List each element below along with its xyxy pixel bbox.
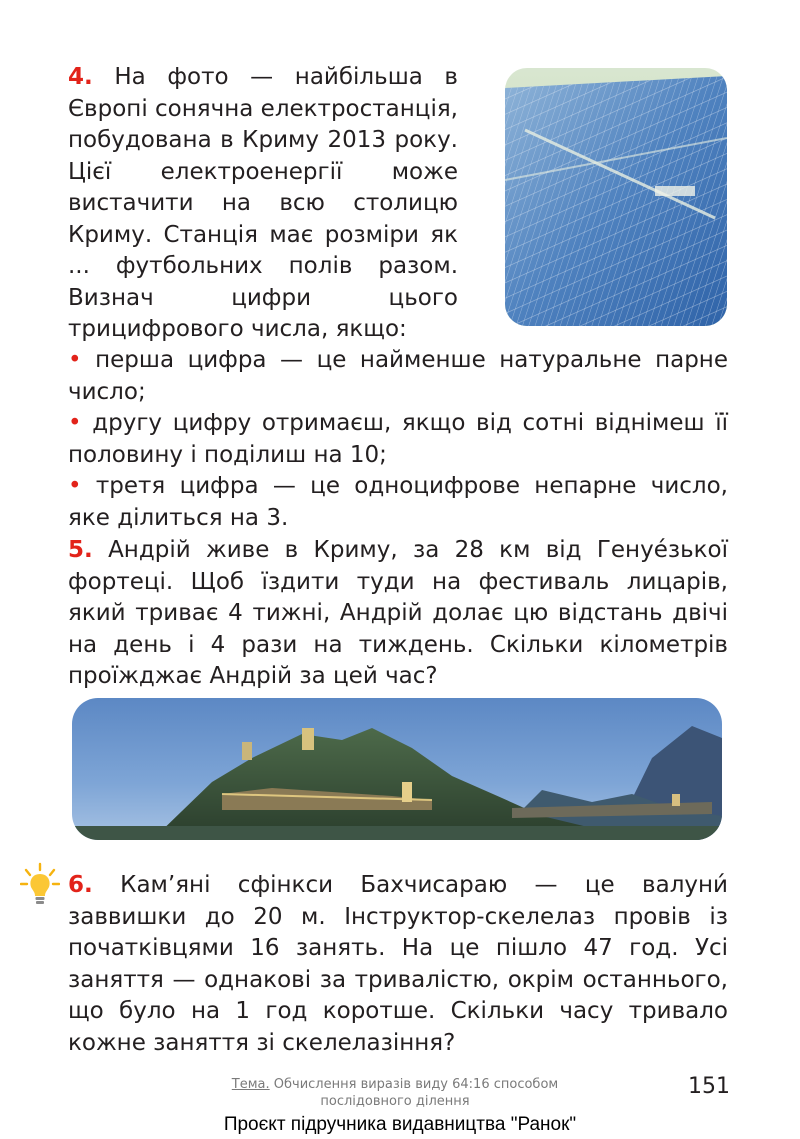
task-4-number: 4. (68, 64, 93, 90)
bullet-icon: • (68, 347, 82, 373)
bullet-icon: • (68, 410, 82, 436)
lightbulb-icon (20, 862, 60, 908)
bullet-icon: • (68, 473, 82, 499)
page-number: 151 (688, 1074, 730, 1099)
list-item: • третя цифра — це одноцифрове непарне число, яке ділиться на 3. (68, 473, 728, 531)
topic-label: Тема. (231, 1077, 270, 1092)
genoese-fortress-photo (72, 698, 722, 840)
topic-caption (190, 1076, 600, 1110)
task-5-text (68, 535, 728, 693)
task-4-text (68, 62, 458, 346)
project-caption: Проєкт підручника видавництва "Ранок" (223, 1114, 577, 1135)
task-4-conditions (68, 345, 728, 534)
solar-power-station-photo (505, 68, 727, 326)
task-4-body: На фото — найбільша в Європі сонячна електростанція, побудована в Криму 2013 року. Цієї електроенергії може вистачити на всю столицю Криму. Станція має розміри як ... футбольних полів разом. Визнач цифри цього трицифрового числа, якщо: (68, 64, 458, 342)
task-6-text (68, 870, 728, 1059)
task-6-number: 6. (68, 872, 93, 898)
topic-text: Обчислення виразів виду 64:16 способом послідовного ділення (273, 1077, 559, 1109)
list-item: • перша цифра — це найменше натуральне парне число; (68, 347, 728, 405)
task-5-number: 5. (68, 537, 93, 563)
task-5-body: Андрій живе в Криму, за 28 км від Генуе́зької фортеці. Щоб їздити туди на фестиваль лицарів, який триває 4 тижні, Андрій долає цю відстань двічі на день і 4 рази на тиждень. Скільки кілометрів проїжджає Андрій за цей час? (68, 537, 728, 689)
task-6-body: Кам’яні сфінкси Бахчисараю — це валуни́ заввишки до 20 м. Інструктор-скелелаз провів із початківцями 16 занять. На це пішло 47 год. Усі заняття — однакові за тривалістю, окрім останнього, що було на 1 год коротше. Скільки часу тривало кожне заняття зі скелелазіння? (68, 872, 729, 1056)
list-item: • другу цифру отримаєш, якщо від сотні віднімеш її половину і поділиш на 10; (68, 410, 728, 468)
